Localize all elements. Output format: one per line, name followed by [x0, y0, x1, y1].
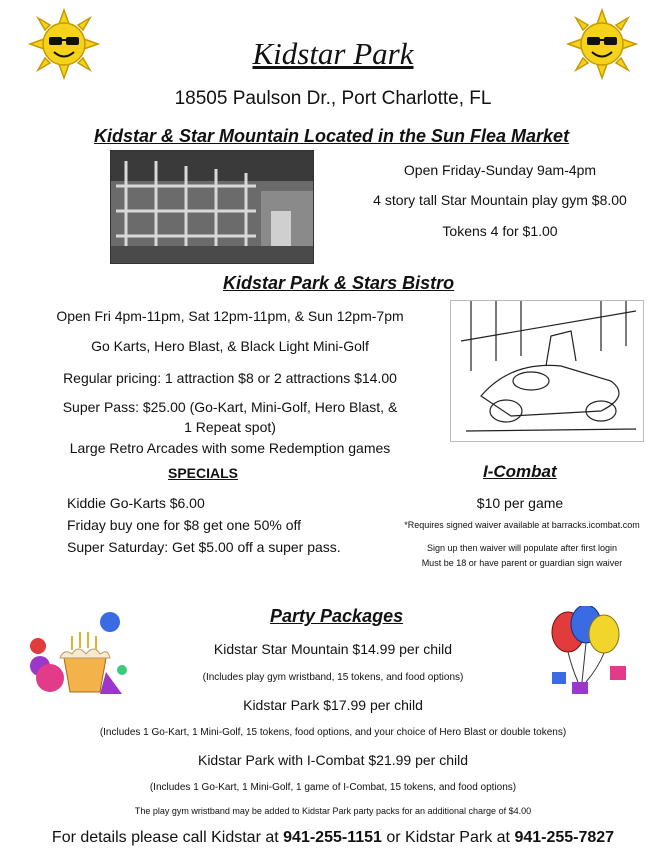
package-star-mountain: Kidstar Star Mountain $14.99 per child	[213, 641, 453, 657]
attractions: Go Karts, Hero Blast, & Black Light Mini-Golf	[91, 338, 369, 354]
tokens-price: Tokens 4 for $1.00	[442, 223, 558, 239]
hours-line: Open Friday-Sunday 9am-4pm	[403, 162, 597, 178]
special-saturday: Super Saturday: Get $5.00 off a super pass.	[67, 539, 341, 555]
icombat-heading: I-Combat	[483, 462, 557, 481]
phone-kidstar[interactable]: 941-255-1151	[283, 829, 382, 846]
package-kidstar-park: Kidstar Park $17.99 per child	[243, 697, 423, 713]
package-icombat: Kidstar Park with I-Combat $21.99 per child	[197, 752, 468, 768]
footer-contact	[0, 829, 666, 847]
footer-prefix: For details please call Kidstar at	[51, 829, 279, 846]
go-kart-sketch	[450, 300, 644, 442]
icombat-waiver-note: *Requires signed waiver available at barracks.icombat.com	[404, 520, 640, 530]
icombat-age-note: Must be 18 or have parent or guardian sign waiver	[421, 558, 623, 568]
phone-kidstar-park[interactable]: 941-255-7827	[514, 829, 615, 846]
specials-heading: SPECIALS	[168, 465, 239, 481]
special-kiddie-karts: Kiddie Go-Karts $6.00	[67, 495, 205, 511]
address: 18505 Paulson Dr., Port Charlotte, FL	[174, 88, 492, 109]
section-heading-star-mountain: Kidstar & Star Mountain Located in the Sun Flea Market	[94, 126, 570, 146]
icombat-price: $10 per game	[476, 495, 564, 511]
super-pass-line-2: 1 Repeat spot)	[184, 419, 276, 435]
park-hours: Open Fri 4pm-11pm, Sat 12pm-11pm, & Sun 12pm-7pm	[56, 308, 404, 324]
party-heading: Party Packages	[270, 606, 404, 626]
super-pass-line-1: Super Pass: $25.00 (Go-Kart, Mini-Golf, Hero Blast, &	[62, 399, 398, 415]
section-heading-kidstar-park: Kidstar Park & Stars Bistro	[223, 273, 455, 293]
footer-middle: or Kidstar Park at	[386, 829, 510, 846]
wristband-note: The play gym wristband may be added to Kidstar Park party packs for an additional charge of $4.00	[134, 806, 532, 816]
icombat-signup-note: Sign up then waiver will populate after first login	[426, 543, 618, 553]
regular-pricing: Regular pricing: 1 attraction $8 or 2 attractions $14.00	[63, 370, 397, 386]
arcades-line: Large Retro Arcades with some Redemption games	[69, 440, 391, 456]
page-title: Kidstar Park	[252, 36, 414, 71]
special-friday: Friday buy one for $8 get one 50% off	[67, 517, 302, 533]
package-icombat-detail: (Includes 1 Go-Kart, 1 Mini-Golf, 1 game of I-Combat, 15 tokens, and food options)	[149, 782, 517, 793]
play-gym-price: 4 story tall Star Mountain play gym $8.00	[373, 192, 627, 208]
package-kidstar-park-detail: (Includes 1 Go-Kart, 1 Mini-Golf, 15 tokens, food options, and your choice of Hero Blast or double tokens)	[99, 727, 567, 738]
package-star-mountain-detail: (Includes play gym wristband, 15 tokens, and food options)	[202, 672, 464, 683]
play-gym-photo	[110, 150, 314, 264]
